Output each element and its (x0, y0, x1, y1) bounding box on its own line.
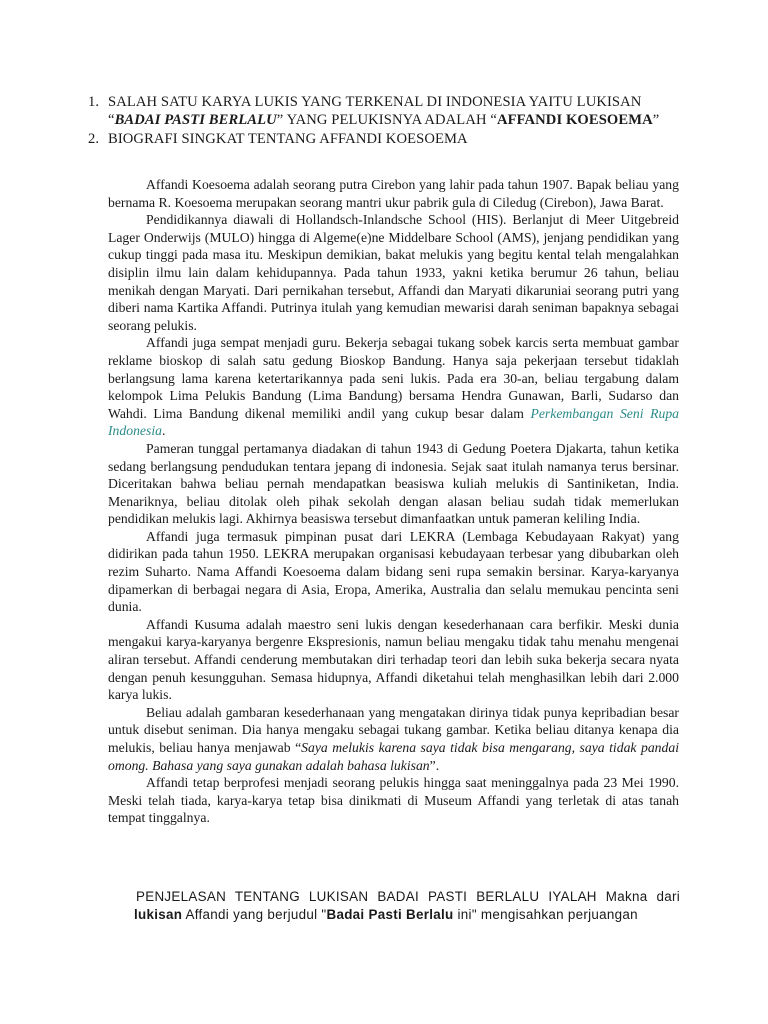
artist-name: AFFANDI KOESOEMA (496, 111, 653, 128)
paragraph-text: Affandi juga sempat menjadi guru. Bekerja sebagai tukang sobek karcis serta membuat gambar reklame bioskop di salah satu gedung Bioskop Bandung. Hanya saja pekerjaan tersebut tidaklah berlangsung lama karena ketertarikannya pada seni lukis. Pada era 30-an, beliau tergabung dalam kelompok Lima Pelukis Bandung (Lima Bandung) bersama Hendra Gunawan, Barli, Sudarso dan Wahdi. Lima Bandung dikenal memiliki andil yang cukup besar dalam (108, 335, 679, 421)
paragraph: Affandi Kusuma adalah maestro seni lukis dengan kesederhanaan cara berfikir. Meski dunia mengakui karya-karyanya bergenre Ekspresionis, namun beliau mengaku tidak tahu menahu mengenai aliran tersebut. Affandi cenderung membutakan diri terhadap teori dan lebih suka bekerja secara nyata dengan penuh kesungguhan. Semasa hidupnya, Affandi diketahui telah menghasilkan lebih dari 2.000 karya lukis. (108, 616, 679, 703)
painting-title: BADAI PASTI BERLALU (114, 111, 277, 128)
affandi-quote: Saya melukis karena saya tidak bisa mengarang, saya tidak pandai omong. Bahasa yang saya gunakan adalah bahasa lukisan (108, 740, 679, 773)
paragraph (108, 704, 679, 774)
paragraph-end: ”. (429, 757, 440, 773)
list-item-1 (88, 94, 680, 129)
list-item-1-prefix: SALAH SATU KARYA LUKIS YANG TERKENAL DI INDONESIA YAITU LUKISAN “ (108, 94, 642, 128)
list-item-2 (88, 131, 680, 149)
paragraph: Affandi juga termasuk pimpinan pusat dari LEKRA (Lembaga Kebudayaan Rakyat) yang didirikan pada tahun 1950. LEKRA merupakan organisasi kebudayaan terbesar yang dibubarkan oleh rezim Suharto. Nama Affandi Koesoema dalam bidang seni rupa semakin bersinar. Karya-karyanya dipamerkan di berbagai negara di Asia, Eropa, Amerika, Australia dan selalu memukau pencinta seni dunia. (108, 528, 679, 615)
explanation-bold-title: Badai Pasti Berlalu (326, 906, 454, 922)
explanation-text: ini" mengisahkan perjuangan (453, 906, 638, 922)
perkembangan-seni-rupa-link[interactable]: Perkembangan Seni Rupa Indonesia (108, 405, 680, 439)
explanation-heading: PENJELASAN TENTANG LUKISAN BADAI PASTI BERLALU IYALAH (136, 889, 597, 904)
paragraph-text: Beliau adalah gambaran kesederhanaan yang mengatakan dirinya tidak punya kepribadian besar untuk disebut seniman. Dia hanya mengaku sebagai tukang gambar. Ketika beliau ditanya kenapa dia melukis, beliau hanya menjawab “ (108, 704, 679, 755)
paragraph: Affandi Koesoema adalah seorang putra Cirebon yang lahir pada tahun 1907. Bapak beliau yang bernama R. Koesoema merupakan seorang mantri ukur pabrik gula di Ciledug (Cirebon), Jawa Barat. (108, 177, 679, 210)
explanation-section (134, 888, 680, 923)
paragraph: Affandi tetap berprofesi menjadi seorang pelukis hingga saat meninggalnya pada 23 Mei 1990. Meski telah tiada, karya-karya tetap bisa dinikmati di Museum Affandi yang terletak di atas tanah tempat tinggalnya. (108, 775, 679, 826)
paragraph: Pameran tunggal pertamanya diadakan di tahun 1943 di Gedung Poetera Djakarta, tahun ketika sedang berlangsung pendudukan tentara jepang di indonesia. Sejak saat itulah namanya terus bersinar. Diceritakan bahwa beliau pernah mendapatkan beasiswa kuliah melukis di Santiniketan, India. Menariknya, beliau ditolak oleh pihak sekolah dengan alasan beliau sudah tidak memerlukan pendidikan melukis lagi. Akhirnya beasiswa tersebut dimanfaatkan untuk pameran keliling India. (108, 440, 679, 527)
list-item-2-text: BIOGRAFI SINGKAT TENTANG AFFANDI KOESOEMA (108, 131, 468, 147)
paragraph (108, 334, 679, 440)
numbered-list (88, 94, 680, 149)
list-item-1-suffix: ” (652, 111, 660, 128)
explanation-bold: lukisan (134, 906, 183, 922)
explanation-text: Makna dari (596, 889, 681, 904)
list-number: 1. (88, 94, 100, 110)
explanation-text: Affandi yang berjudul " (182, 906, 327, 922)
list-item-1-middle: ” YANG PELUKISNYA ADALAH “ (276, 111, 497, 128)
biography-body (108, 176, 679, 827)
list-number: 2. (88, 131, 100, 147)
paragraph: Pendidikannya diawali di Hollandsch-Inlandsche School (HIS). Berlanjut di Meer Uitgebreid Lager Onderwijs (MULO) hingga di Algeme(e)ne Middelbare School (AMS), jenjang pendidikan yang cukup tinggi pada masa itu. Meskipun demikian, bakat melukis yang begitu kental telah mengalahkan disiplin ilmu lain dalam kehidupannya. Pada tahun 1933, yakni ketika berumur 26 tahun, beliau menikah dengan Maryati. Dari pernikahan tersebut, Affandi dan Maryati dikaruniai seorang putri yang diberi nama Kartika Affandi. Putrinya itulah yang kemudian mewarisi darah seniman bapaknya sebagai seorang pelukis. (108, 212, 679, 333)
paragraph-end: . (161, 423, 166, 439)
